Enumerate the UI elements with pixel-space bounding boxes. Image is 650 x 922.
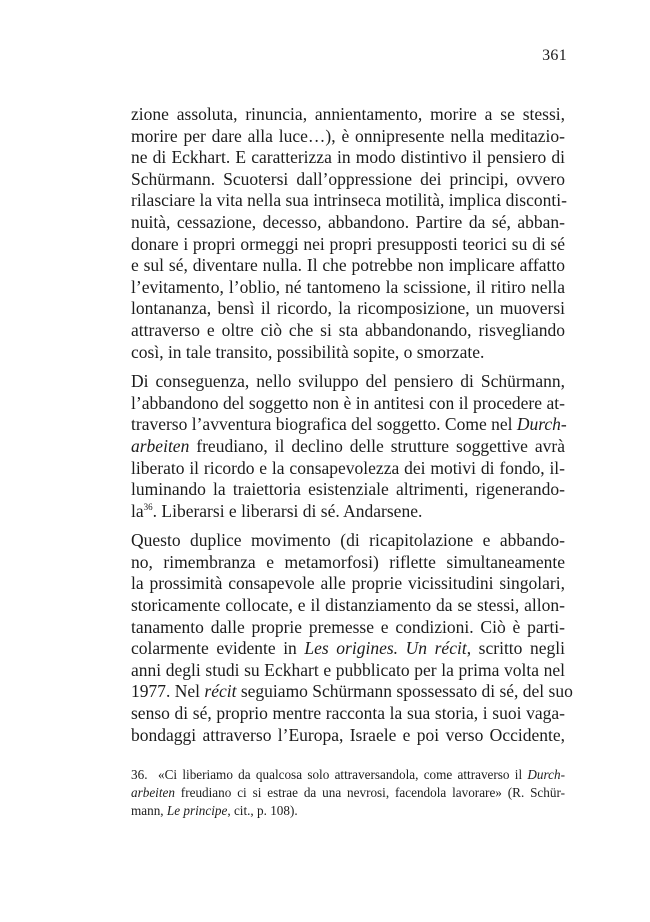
text-line: nuità, cessazione, decesso, abbandono. Partire da sé, abban- — [131, 211, 565, 232]
text-line — [131, 638, 565, 660]
text-line — [131, 501, 565, 523]
text-line: così, in tale transito, possibilità sopite, o smorzate. — [131, 341, 485, 362]
italic-term: Durch- — [527, 767, 566, 782]
text-run: freudiano ci si estrae da una nevrosi, facendola lavorare» (R. Schür- — [174, 785, 565, 800]
footnote-line — [131, 766, 565, 784]
text-line: Schürmann. Scuotersi dall’oppressione dei principi, ovvero — [131, 168, 565, 189]
paragraph-2 — [131, 371, 565, 522]
paragraph-3 — [131, 530, 573, 746]
text-line: luminando la traiettoria esistenziale altrimenti, rigenerando- — [131, 479, 565, 500]
text-line: attraverso e oltre ciò che si sta abbandonando, risvegliando — [131, 319, 565, 340]
text-line: bondaggi attraverso l’Europa, Israele e poi verso Occidente, — [131, 724, 565, 745]
text-line: no, rimembranza e metamorfosi) riflette simultaneamente — [131, 551, 565, 572]
text-run: la — [131, 500, 144, 521]
text-run: . Liberarsi e liberarsi di sé. Andarsene. — [152, 500, 423, 521]
footnote-line — [131, 784, 565, 802]
text-line: lontananza, bensì il ricordo, la ricomposizione, un muoversi — [131, 298, 565, 319]
text-run: seguiamo Schürmann spossessato di sé, del suo — [236, 681, 573, 702]
text-line: morire per dare alla luce…), è onnipresente nella meditazio- — [131, 125, 565, 146]
page-number: 361 — [542, 47, 567, 64]
text-run: «Ci liberiamo da qualcosa solo attraversandola, come attraverso il — [158, 767, 528, 782]
text-line: liberato il ricordo e la consapevolezza dei motivi di fondo, il- — [131, 457, 565, 478]
text-line: e sul sé, diventare nulla. Il che potrebbe non implicare affatto — [131, 255, 565, 276]
text-run: 1977. Nel — [131, 681, 205, 702]
text-line: senso di sé, proprio mentre racconta la sua storia, i suoi vaga- — [131, 703, 565, 724]
italic-term: Durch- — [516, 414, 567, 435]
italic-term: arbeiten — [131, 435, 190, 456]
text-run: , cit., p. 108). — [227, 803, 298, 818]
footnote-number: 36. — [131, 767, 148, 782]
footnote-36 — [131, 766, 565, 820]
text-line: tanamento dalle proprie premesse e condizioni. Ciò è parti- — [131, 616, 565, 637]
text-run: , scritto negli — [466, 638, 565, 659]
italic-term: récit — [204, 681, 237, 702]
footnote-line — [131, 802, 565, 820]
italic-term: arbeiten — [131, 785, 175, 800]
text-line — [131, 436, 565, 458]
text-line: Di conseguenza, nello sviluppo del pensiero di Schürmann, — [131, 371, 565, 392]
text-line — [131, 681, 573, 703]
text-line: ne di Eckhart. E caratterizza in modo distintivo il pensiero di — [131, 147, 565, 168]
text-run: mann, — [131, 803, 167, 818]
text-run: traverso l’avventura biografica del soggetto. Come nel — [131, 414, 517, 435]
paragraph-1 — [131, 104, 565, 363]
text-run: freudiano, il declino delle strutture soggettive avrà — [189, 435, 565, 456]
text-line: l’abbandono del soggetto non è in antitesi con il procedere at- — [131, 392, 565, 413]
footnote-reference[interactable]: 36 — [143, 501, 153, 512]
text-line: zione assoluta, rinuncia, annientamento, morire a se stessi, — [131, 104, 565, 124]
text-line: la prossimità consapevole alle proprie vicissitudini singolari, — [131, 573, 565, 594]
text-line — [131, 414, 565, 436]
book-title: Les origines. Un récit — [304, 638, 467, 659]
book-title: Le principe — [166, 803, 228, 818]
text-line: rilasciare la vita nella sua intrinseca motilità, implica disconti- — [131, 190, 567, 211]
text-line: Questo duplice movimento (di ricapitolazione e abbando- — [131, 530, 565, 551]
text-line: anni degli studi su Eckhart e pubblicato per la prima volta nel — [131, 659, 565, 680]
text-line: storicamente collocate, e il distanziamento da se stessi, allon- — [131, 595, 565, 616]
main-text — [131, 104, 573, 746]
text-run: colarmente evidente in — [131, 638, 305, 659]
text-line: l’evitamento, l’oblio, né tantomeno la scissione, il ritiro nella — [131, 276, 565, 297]
text-line: donare i propri ormeggi nei propri presupposti teorici su di sé — [131, 233, 565, 254]
